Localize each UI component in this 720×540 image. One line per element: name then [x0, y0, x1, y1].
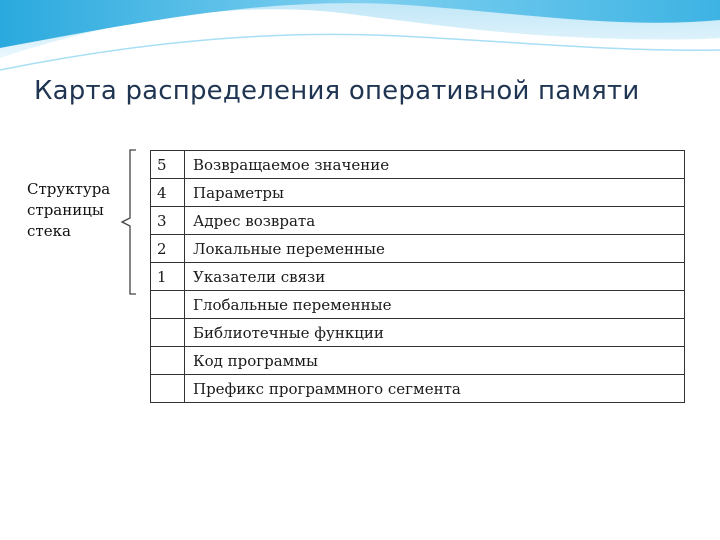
row-label: Возвращаемое значение — [185, 151, 685, 179]
row-label: Указатели связи — [185, 263, 685, 291]
memory-row — [151, 319, 685, 347]
page-title: Карта распределения оперативной памяти — [34, 76, 640, 106]
row-number: 5 — [151, 151, 185, 179]
stack-bracket — [118, 148, 140, 296]
memory-row — [151, 207, 685, 235]
row-label: Глобальные переменные — [185, 291, 685, 319]
memory-map-table — [150, 150, 685, 403]
stack-structure-label: Структура страницы стека — [27, 180, 111, 240]
row-number: 1 — [151, 263, 185, 291]
row-label: Библиотечные функции — [185, 319, 685, 347]
memory-row — [151, 291, 685, 319]
memory-row — [151, 263, 685, 291]
row-number — [151, 291, 185, 319]
memory-row — [151, 375, 685, 403]
row-label: Локальные переменные — [185, 235, 685, 263]
memory-row — [151, 347, 685, 375]
memory-row — [151, 151, 685, 179]
row-number — [151, 319, 185, 347]
row-label: Параметры — [185, 179, 685, 207]
row-label: Префикс программного сегмента — [185, 375, 685, 403]
row-number: 2 — [151, 235, 185, 263]
row-number — [151, 347, 185, 375]
row-label: Адрес возврата — [185, 207, 685, 235]
row-number — [151, 375, 185, 403]
row-number: 3 — [151, 207, 185, 235]
memory-row — [151, 235, 685, 263]
row-label: Код программы — [185, 347, 685, 375]
memory-row — [151, 179, 685, 207]
row-number: 4 — [151, 179, 185, 207]
